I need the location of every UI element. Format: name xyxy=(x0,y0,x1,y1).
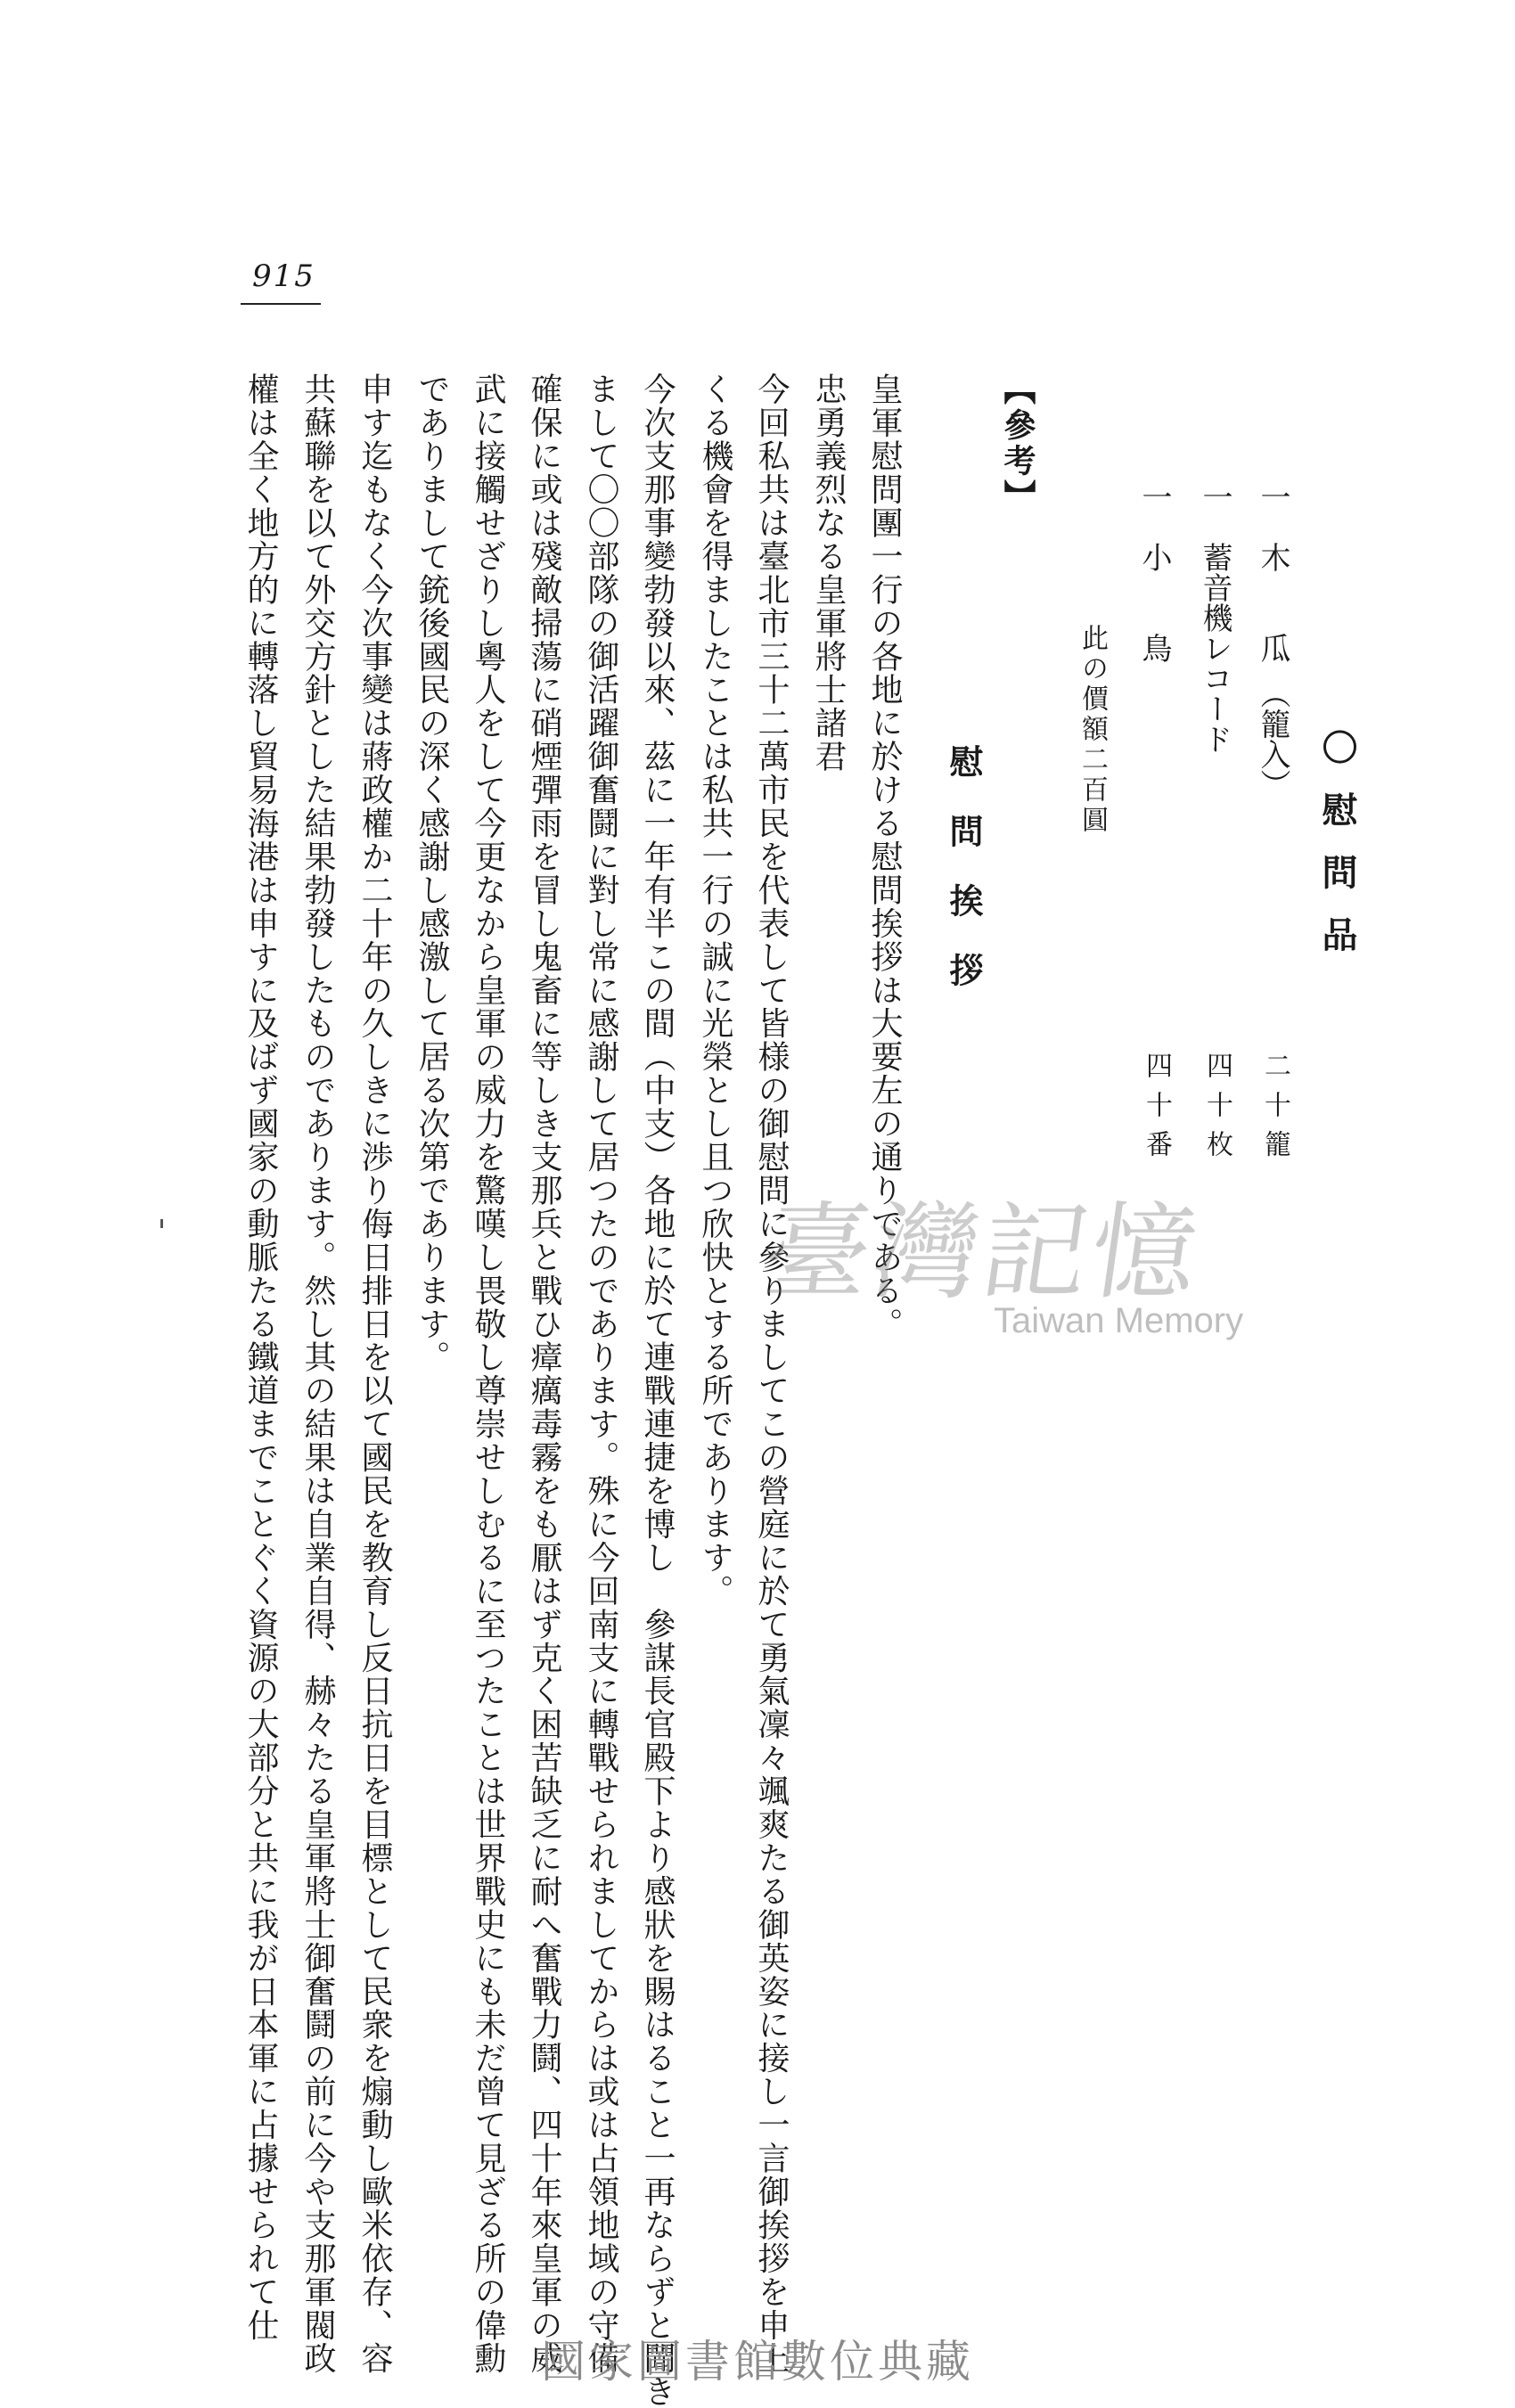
body-line: 確保に或は殘敵掃蕩に硝煙彈雨を冒し鬼畜に等しき支那兵と戰ひ瘴癘毒霧をも厭はず克く困苦缺乏に耐へ奮戰力鬪、四十年來皇軍の威 xyxy=(526,373,562,2375)
body-line: 共蘇聯を以て外交方針とした結果勃發したものであります。然し其の結果は自業自得、赫々たる皇軍將士御奮鬪の前に今や支那軍閥政 xyxy=(299,373,336,2375)
gift-item-name: 一 小 鳥 xyxy=(1136,481,1172,663)
body-line: 忠勇義烈なる皇軍將士諸君 xyxy=(810,373,847,774)
body-line: 皇軍慰問團一行の各地に於ける慰問挨拶は大要左の通りである。 xyxy=(866,373,903,1341)
body-line: まして〇〇部隊の御活躍御奮鬪に對し常に感謝して居つたのであります。殊に今回南支に轉戰せられましてからは或は占領地域の守備 xyxy=(583,373,619,2375)
reference-label: 【參考】 xyxy=(999,373,1036,515)
body-line: くる機會を得ましたことは私共一行の誠に光榮とし且つ欣快とする所であります。 xyxy=(697,373,733,1608)
gift-item-qty: 四十番 xyxy=(1141,1052,1172,1169)
watermark xyxy=(756,1167,1265,1364)
gift-item-name: 一 蓄音機レコード xyxy=(1197,481,1232,754)
watermark-caption: Taiwan Memory xyxy=(994,1301,1244,1340)
footer-credit: 國家圖書館數位典藏 xyxy=(541,2336,974,2388)
body-line: 今回私共は臺北市三十二萬市民を代表して皆様の御慰問に參りましてこの營庭に於て勇氣凜々颯爽たる御英姿に接し一言御挨拶を申上 xyxy=(753,373,790,2375)
body-line: でありまして銃後國民の深く感謝し感激して居る次第であります。 xyxy=(414,373,450,1374)
page-number-rule xyxy=(241,303,321,305)
body-line: 申す迄もなく今次事變は蔣政權か二十年の久しきに渉り侮日排日を以て國民を教育し反日抗日を目標として民衆を煽動し歐米依存、容 xyxy=(356,373,393,2375)
body-line: 權は全く地方的に轉落し貿易海港は申すに及ばず國家の動脈たる鐵道までことぐく資源の大部分と共に我が日本軍に占據せられて仕 xyxy=(242,373,279,2342)
speech-heading: 慰問挨拶 xyxy=(944,744,984,1022)
gifts-heading: 〇慰問品 xyxy=(1316,729,1358,979)
gift-item-name: 一 木 瓜 （籠入） xyxy=(1255,481,1290,799)
body-line: 今次支那事變勃發以來、茲に一年有半この間（中支）各地に於て連戰連捷を博し 參謀長官殿下より感狀を賜はること一再ならずと聞き xyxy=(639,373,676,2408)
body-line: 武に接觸せざりし粵人をして今更なから皇軍の威力を驚嘆し畏敬し尊崇せしむるに至つたことは世界戰史にも未だ曾て見ざる所の偉勳 xyxy=(470,373,506,2375)
gift-item-qty: 四十枚 xyxy=(1201,1052,1232,1169)
gift-item-qty: 二十籠 xyxy=(1259,1052,1290,1169)
page-number: 915 xyxy=(252,258,315,294)
gift-value-note: 此の價額二百圓 xyxy=(1077,624,1108,836)
watermark-logo: 臺灣記憶 xyxy=(756,1191,1209,1314)
scan-speck xyxy=(160,1219,163,1228)
